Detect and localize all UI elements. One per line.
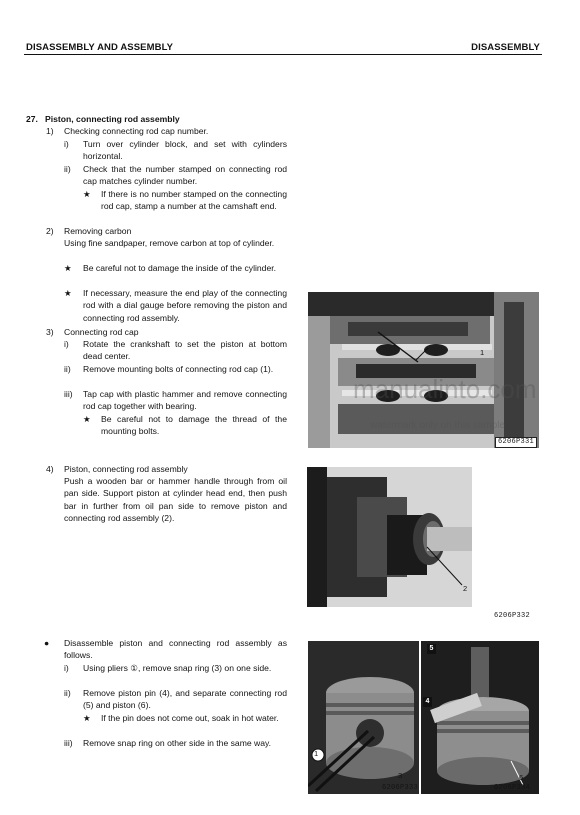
step3-ii-text: Remove mounting bolts of connecting rod cap (1). — [83, 364, 274, 374]
header-right: DISASSEMBLY — [471, 42, 540, 53]
step5-star-icon: ★ — [83, 713, 91, 723]
step1-star-text: If there is no number stamped on the connecting rod cap, stamp a number at the camshaft end. — [101, 189, 287, 212]
photo-connecting-rod-cap-graphic — [308, 292, 539, 448]
photo1-label-1: 1 — [480, 348, 485, 357]
step5-i-text: Using pliers ①, remove snap ring (3) on one side. — [83, 663, 272, 673]
step1-star-icon: ★ — [83, 189, 91, 199]
photo3-label-3: 3 — [398, 771, 403, 780]
watermark-main: manualinto.com — [353, 374, 537, 404]
step5-ii-text: Remove piston pin (4), and separate connecting rod (5) and piston (6). — [83, 688, 287, 711]
step5-star-text: If the pin does not come out, soak in hot water. — [101, 713, 279, 723]
step3-ii-label: ii) — [64, 364, 71, 374]
step1-i-label: i) — [64, 139, 69, 149]
step1-title: Checking connecting rod cap number. — [64, 126, 209, 136]
step3-number: 3) — [46, 327, 54, 337]
step3-iii-label: iii) — [64, 389, 73, 399]
step3-i-label: i) — [64, 339, 69, 349]
step5-i-label: i) — [64, 663, 69, 673]
photo-caption-6206p334: 6206P334 — [494, 784, 531, 792]
step2-star1-text: Be careful not to damage the inside of the cylinder. — [83, 263, 277, 273]
step3-star-icon: ★ — [83, 414, 91, 424]
header-left: DISASSEMBLY AND ASSEMBLY — [26, 42, 174, 53]
photo4-label-5: 5 — [427, 644, 436, 654]
step3-title: Connecting rod cap — [64, 327, 139, 337]
step2-text: Using fine sandpaper, remove carbon at top of cylinder. — [64, 238, 275, 248]
photo-piston-removal-graphic — [307, 467, 472, 607]
step4-text: Push a wooden bar or hammer handle through from oil pan side. Support piston at cylinder head end, then push bar in further from oil pan side to remove piston and connecting rod assembly (2). — [64, 476, 287, 524]
photo-connecting-rod-cap — [308, 292, 539, 448]
photo-snap-ring — [308, 641, 419, 794]
step1-ii-text: Check that the number stamped on connecting rod cap matches cylinder number. — [83, 164, 287, 187]
photo4-label-6: 6 — [519, 773, 524, 782]
step1-i-text: Turn over cylinder block, and set with cylinders horizontal. — [83, 139, 287, 162]
photo3-label-circle-1: 1 — [314, 749, 319, 758]
photo-piston-pin — [421, 641, 539, 794]
step3-i-text: Rotate the crankshaft to set the piston at bottom dead center. — [83, 339, 287, 362]
step4-number: 4) — [46, 464, 54, 474]
section-title: Piston, connecting rod assembly — [45, 114, 180, 124]
watermark-sub: watermark only on this sample — [370, 420, 506, 431]
step1-number: 1) — [46, 126, 54, 136]
photo2-label-2: 2 — [463, 584, 468, 593]
step3-iii-text: Tap cap with plastic hammer and remove connecting rod cap together with bearing. — [83, 389, 287, 412]
step4-title: Piston, connecting rod assembly — [64, 464, 188, 474]
photo-caption-6206p333: 6206P333 — [382, 784, 419, 792]
step5-bullet-icon: ● — [44, 638, 50, 648]
photo-piston-removal — [307, 467, 472, 607]
step2-title: Removing carbon — [64, 226, 132, 236]
step5-intro: Disassemble piston and connecting rod assembly as follows. — [64, 638, 287, 661]
step2-star2-icon: ★ — [64, 288, 72, 298]
photo-snap-ring-graphic — [308, 641, 419, 794]
step3-star-text: Be careful not to damage the thread of the mounting bolts. — [101, 414, 287, 437]
photo4-label-4: 4 — [423, 697, 432, 707]
step5-ii-label: ii) — [64, 688, 71, 698]
step5-iii-label: iii) — [64, 738, 73, 748]
photo-piston-pin-graphic — [421, 641, 539, 794]
step5-iii-text: Remove snap ring on other side in the same way. — [83, 738, 272, 748]
step2-star2-text: If necessary, measure the end play of the connecting rod with a dial gauge before removing the piston and connecting rod assembly. — [83, 288, 287, 323]
step1-ii-label: ii) — [64, 164, 71, 174]
photo-caption-6206p331: 6206P331 — [495, 437, 537, 448]
photo-caption-6206p332: 6206P332 — [494, 612, 531, 620]
step2-number: 2) — [46, 226, 54, 236]
step2-star1-icon: ★ — [64, 263, 72, 273]
section-number: 27. — [26, 114, 38, 124]
header-rule — [24, 54, 542, 55]
